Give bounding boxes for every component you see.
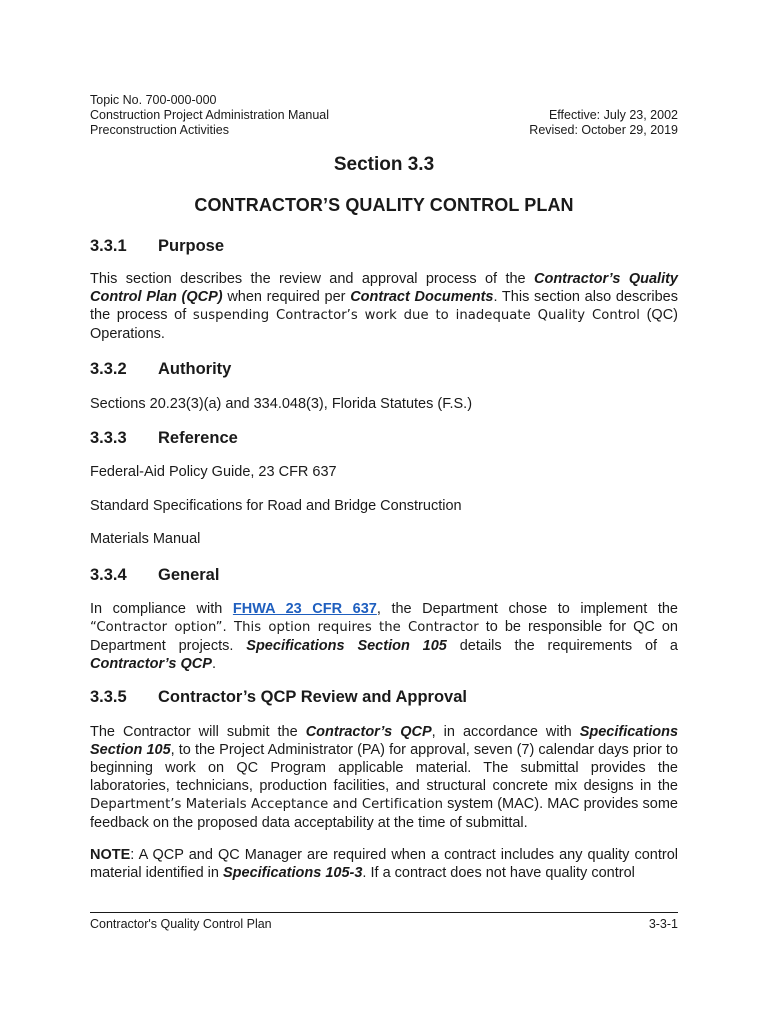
- chapter-name: Preconstruction Activities: [90, 123, 229, 137]
- text: when required per: [222, 289, 351, 305]
- emphasis: Specifications Section 105: [246, 638, 447, 654]
- text: : A QCP and QC Manager are required when a contract includes any quality control material identified in: [90, 847, 678, 881]
- emphasis: Contractor’s QCP: [90, 656, 212, 672]
- heading-text: Contractor’s QCP Review and Approval: [158, 688, 467, 706]
- text: (QC) Operations.: [90, 307, 679, 342]
- heading-text: Reference: [158, 429, 238, 447]
- text: .: [211, 656, 216, 672]
- footer-title: Contractor's Quality Control Plan: [90, 917, 272, 931]
- general-paragraph: [90, 600, 678, 673]
- reference-item: Standard Specifications for Road and Bridge Construction: [90, 498, 462, 514]
- heading-text: General: [158, 566, 220, 584]
- text: to be responsible for QC on Department projects.: [90, 619, 678, 654]
- fhwa-link[interactable]: FHWA 23 CFR 637: [232, 601, 377, 617]
- revised-date: Revised: October 29, 2019: [529, 123, 678, 137]
- text: , the Department chose to implement the: [376, 601, 678, 617]
- emphasis: Contract Documents: [350, 289, 494, 305]
- text: details the requirements of a: [446, 638, 678, 654]
- heading-number: 3.3.1: [90, 237, 127, 255]
- heading-purpose: [90, 236, 224, 256]
- header-row-3: [90, 123, 678, 138]
- authority-paragraph: Sections 20.23(3)(a) and 334.048(3), Florida Statutes (F.S.): [90, 396, 473, 412]
- heading-authority: [90, 359, 231, 379]
- reference-item: Materials Manual: [90, 531, 201, 547]
- header-row-1: [90, 93, 678, 108]
- heading-text: Authority: [158, 360, 232, 378]
- heading-number: 3.3.2: [90, 360, 127, 378]
- emphasis: Specifications 105-3: [223, 865, 363, 881]
- text: system (MAC). MAC provides some feedback on the proposed data acceptability at the time of submittal.: [90, 796, 678, 831]
- text: suspending Contractor’s work due to inadequate Quality Control: [192, 308, 640, 323]
- heading-reference: [90, 428, 238, 448]
- note-paragraph: [90, 846, 678, 882]
- heading-text: Purpose: [158, 237, 225, 255]
- text: This section describes the review and approval process of the: [90, 271, 534, 287]
- text: , to the Project Administrator (PA) for approval, seven (7) calendar days prior to beginning work on QC Program applicable material. The submittal provides the laboratories, technicians, production facilities, and structural concrete mix designs in the: [90, 742, 679, 794]
- topic-number: Topic No. 700-000-000: [90, 93, 217, 107]
- text: . This section also describes the process of: [90, 289, 678, 323]
- header-row-2: [90, 108, 678, 123]
- emphasis: Specifications Section 105: [90, 724, 679, 758]
- text: Department’s Materials Acceptance and Certification: [90, 797, 444, 812]
- heading-qcp-review: [90, 687, 467, 707]
- reference-item: Federal-Aid Policy Guide, 23 CFR 637: [90, 464, 337, 480]
- heading-general: [90, 565, 219, 585]
- section-title: CONTRACTOR’S QUALITY CONTROL PLAN: [194, 195, 574, 215]
- page-number: 3-3-1: [648, 917, 678, 931]
- qcp-review-paragraph: [90, 723, 678, 832]
- heading-number: 3.3.3: [90, 429, 127, 447]
- purpose-paragraph: [90, 270, 678, 343]
- text: . If a contract does not have quality control: [362, 865, 635, 881]
- text: , in accordance with: [431, 724, 580, 740]
- text: In compliance with: [90, 601, 233, 617]
- manual-name: Construction Project Administration Manual: [90, 108, 330, 122]
- footer: [90, 917, 678, 931]
- text: The Contractor will submit the: [90, 724, 306, 740]
- emphasis: Contractor’s QCP: [305, 724, 432, 740]
- heading-number: 3.3.4: [90, 566, 127, 584]
- heading-number: 3.3.5: [90, 688, 127, 706]
- emphasis: Contractor’s Quality Control Plan (QCP): [90, 271, 678, 305]
- text: “Contractor option”. This option requires the Contractor: [90, 620, 479, 635]
- footer-divider: [90, 912, 678, 913]
- note-label: NOTE: [90, 847, 131, 863]
- section-number: Section 3.3: [333, 154, 435, 175]
- effective-date: Effective: July 23, 2002: [548, 108, 678, 122]
